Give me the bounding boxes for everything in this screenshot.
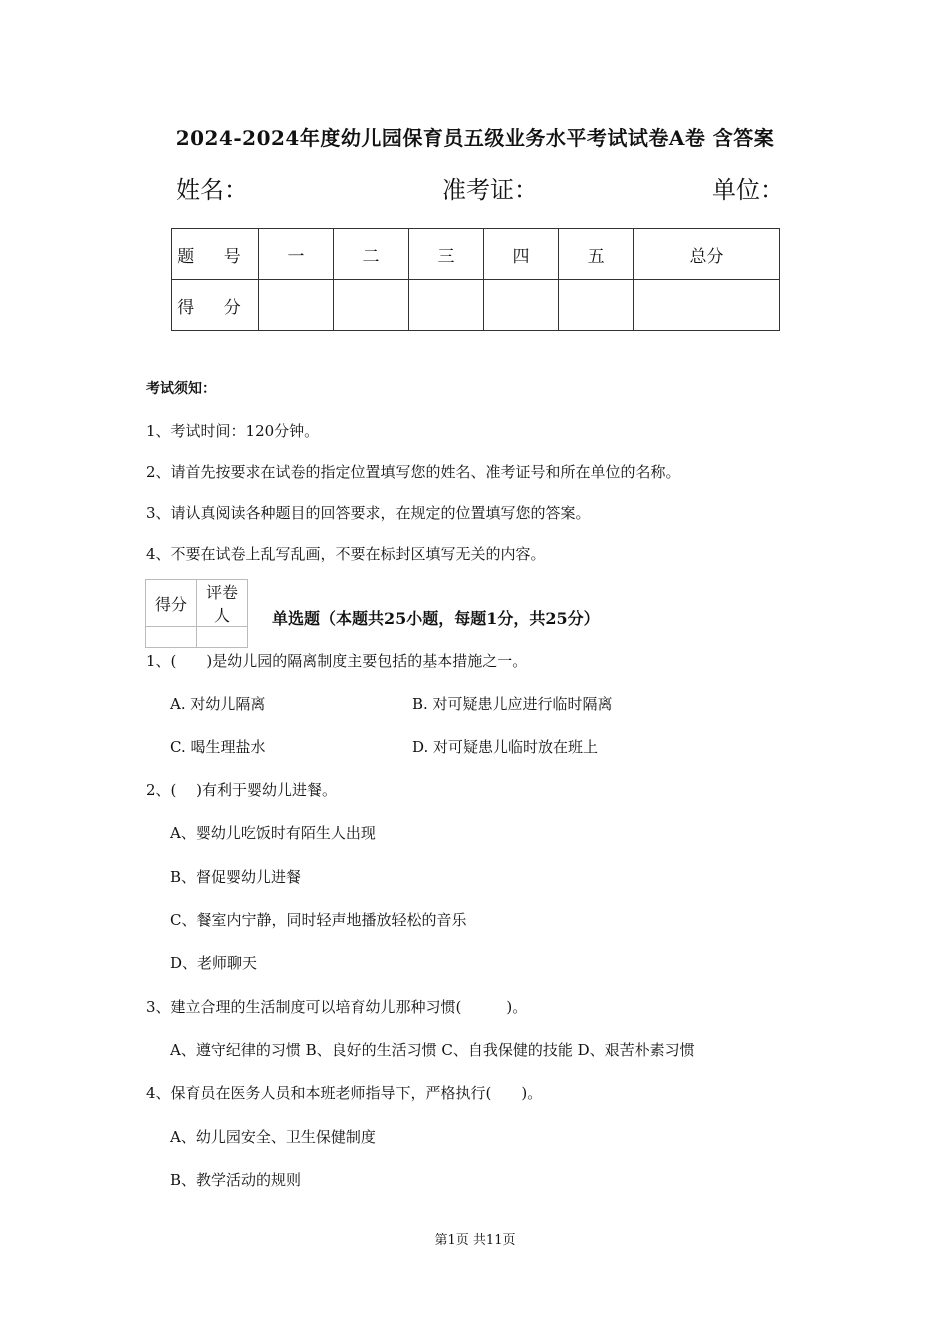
grader-box-score-cell (146, 627, 197, 648)
section-title: 单选题（本题共25小题，每题1分，共25分） (272, 609, 600, 628)
score-table-header-cell: 四 (484, 229, 559, 280)
score-cell (409, 280, 484, 331)
question-option: D、老师聊天 (170, 954, 258, 972)
score-table-header-cell: 五 (559, 229, 634, 280)
score-cell (259, 280, 334, 331)
notice-item: 1、考试时间：120分钟。 (146, 422, 320, 440)
notice-item: 2、请首先按要求在试卷的指定位置填写您的姓名、准考证号和所在单位的名称。 (146, 463, 681, 481)
question-option: D. 对可疑患儿临时放在班上 (412, 738, 599, 756)
notice-item: 3、请认真阅读各种题目的回答要求，在规定的位置填写您的答案。 (146, 504, 591, 522)
page-footer: 第1页 共11页 (434, 1233, 516, 1248)
notice-title: 考试须知： (146, 381, 216, 397)
exam-number-field-label: 准考证： (442, 176, 538, 204)
question-option: C. 喝生理盐水 (170, 738, 266, 756)
score-table-score-row (172, 280, 780, 331)
question-option: A. 对幼儿隔离 (170, 695, 266, 713)
score-table-header-row (172, 229, 780, 280)
question-option: B、督促婴幼儿进餐 (170, 868, 302, 886)
score-cell (484, 280, 559, 331)
question-option: A、遵守纪律的习惯 B、良好的生活习惯 C、自我保健的技能 D、艰苦朴素习惯 (170, 1041, 695, 1059)
question-stem: 3、建立合理的生活制度可以培育幼儿那种习惯( )。 (146, 998, 528, 1016)
candidate-fields (0, 170, 950, 204)
score-cell (334, 280, 409, 331)
score-table (171, 228, 780, 331)
exam-title: 2024-2024年度幼儿园保育员五级业务水平考试试卷A卷 含答案 (175, 126, 775, 150)
unit-field-label: 单位： (712, 176, 784, 204)
question-option: A、婴幼儿吃饭时有陌生人出现 (170, 824, 376, 842)
grader-box-score-label: 得分 (146, 580, 197, 627)
grader-box-grader-label: 评卷人 (197, 580, 248, 627)
question-stem: 1、( )是幼儿园的隔离制度主要包括的基本措施之一。 (146, 652, 528, 670)
score-table-header-cell: 总分 (634, 229, 780, 280)
score-table-header-cell: 三 (409, 229, 484, 280)
question-stem: 4、保育员在医务人员和本班老师指导下，严格执行( )。 (146, 1084, 543, 1102)
question-stem: 2、( )有利于婴幼儿进餐。 (146, 781, 338, 799)
score-table-header-cell: 题 号 (172, 229, 259, 280)
question-option: B、教学活动的规则 (170, 1171, 302, 1189)
question-option: C、餐室内宁静，同时轻声地播放轻松的音乐 (170, 911, 467, 929)
notice-item: 4、不要在试卷上乱写乱画，不要在标封区填写无关的内容。 (146, 545, 546, 563)
grader-box-grader-cell (197, 627, 248, 648)
score-table-header-cell: 一 (259, 229, 334, 280)
score-table-header-cell: 二 (334, 229, 409, 280)
question-option: A、幼儿园安全、卫生保健制度 (170, 1128, 376, 1146)
score-cell (559, 280, 634, 331)
score-cell (634, 280, 780, 331)
score-row-label: 得 分 (172, 280, 259, 331)
name-field-label: 姓名： (176, 176, 248, 204)
question-option: B. 对可疑患儿应进行临时隔离 (412, 695, 613, 713)
grader-box (145, 579, 248, 648)
